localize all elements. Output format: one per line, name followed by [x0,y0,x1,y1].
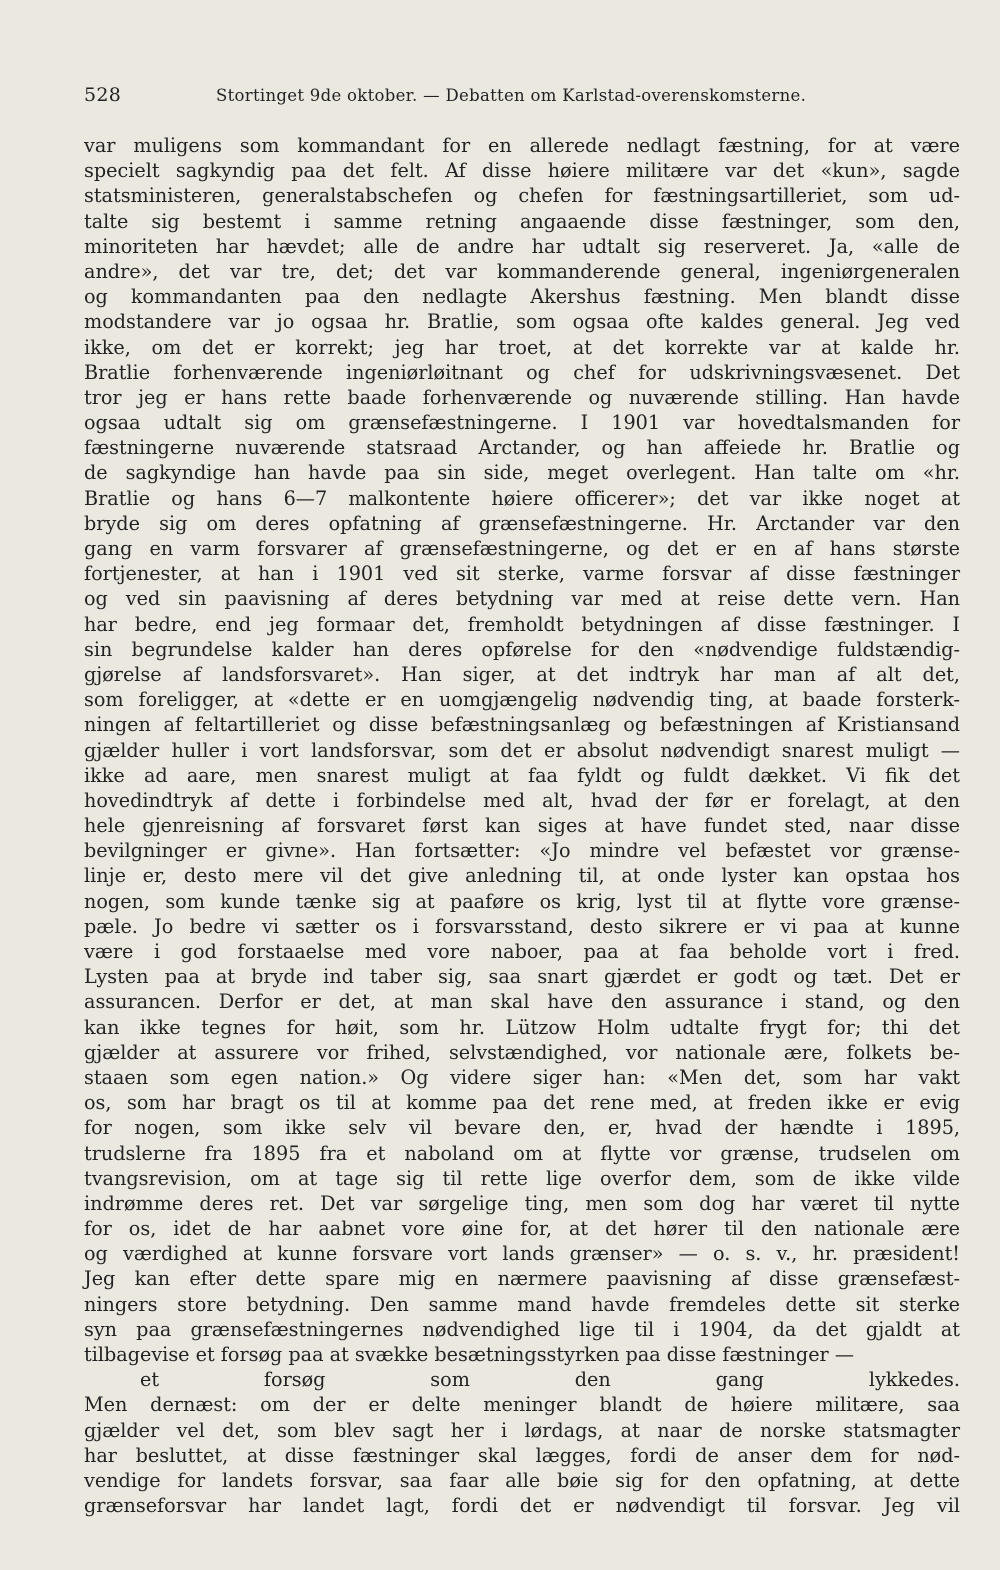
text-line: fæstningerne nuværende statsraad Arctander, og han affeiede hr. Bratlie og [84,436,960,460]
text-line: staaen som egen nation.» Og videre siger han: «Men det, som har vakt [84,1065,960,1089]
text-line: gjælder huller i vort landsforsvar, som det er absolut nødvendigt snarest muligt — [84,738,960,762]
text-line: de sagkyndige han havde paa sin side, meget overlegent. Han talte om «hr. [84,461,960,485]
text-line: har bedre, end jeg formaar det, fremholdt betydningen af disse fæstninger. I [84,612,960,636]
text-line: Men dernæst: om der er delte meninger blandt de høiere militære, saa [84,1393,960,1417]
text-line: trudslerne fra 1895 fra et naboland om at flytte vor grænse, trudselen om [84,1141,960,1165]
text-line: kan ikke tegnes for høit, som hr. Lützow Holm udtalte frygt for; thi det [84,1015,960,1039]
text-line: Bratlie og hans 6—7 malkontente høiere officerer»; det var ikke noget at [84,486,960,510]
running-head-title: Stortinget 9de oktober. — Debatten om Karlstad-overenskomsterne. [216,86,807,105]
text-line: os, som har bragt os til at komme paa det rene med, at freden ikke er evig [84,1091,960,1115]
running-head [84,84,962,114]
text-line: var muligens som kommandant for en allerede nedlagt fæstning, for at være [84,134,960,157]
text-line: assurancen. Derfor er det, at man skal have den assurance i stand, og den [84,990,960,1014]
text-line: gjælder vel det, som blev sagt her i lørdags, at naar de norske statsmagter [84,1418,960,1442]
text-line: som foreligger, at «dette er en uomgjængelig nødvendig ting, at baade forsterk- [84,688,960,712]
text-line: hele gjenreisning af forsvaret først kan siges at have fundet sted, naar disse [84,814,960,838]
text-line: ogsaa udtalt sig om grænsefæstningerne. I 1901 var hovedtalsmanden for [84,411,960,435]
text-line: Lysten paa at bryde ind taber sig, saa snart gjærdet er godt og tæt. Det er [84,965,960,989]
text-line: for nogen, som ikke selv vil bevare den, er, hvad der hændte i 1895, [84,1116,960,1140]
text-line: specielt sagkyndig paa det felt. Af disse høiere militære var det «kun», sagde [84,159,960,183]
text-line: bryde sig om deres opfatning af grænsefæstningerne. Hr. Arctander var den [84,511,960,535]
text-line: ikke ad aare, men snarest muligt at faa fyldt og fuldt dækket. Vi fik det [84,763,960,787]
text-line: talte sig bestemt i samme retning angaaende disse fæstninger, som den, [84,209,960,233]
text-line: linje er, desto mere vil det give anledning til, at onde lyster kan opstaa hos [84,864,960,888]
body-text [84,133,960,1518]
text-line: et forsøg som den gang lykkedes. [140,1368,960,1392]
text-line: gjælder at assurere vor frihed, selvstændighed, vor nationale ære, folkets be- [84,1040,960,1064]
text-line: vendige for landets forsvar, saa faar alle bøie sig for den opfatning, at dette [84,1468,960,1492]
text-line: modstandere var jo ogsaa hr. Bratlie, som ogsaa ofte kaldes general. Jeg ved [84,310,960,334]
text-line: tilbagevise et forsøg paa at svække besætningsstyrken paa disse fæstninger — [84,1343,855,1366]
text-line: ningers store betydning. Den samme mand havde fremdeles dette sit sterke [84,1292,960,1316]
text-line: nogen, som kunde tænke sig at paaføre os krig, lyst til at flytte vore grænse- [84,889,960,913]
text-line: hovedindtryk af dette i forbindelse med alt, hvad der før er forelagt, at den [84,788,960,812]
text-line: tror jeg er hans rette baade forhenværende og nuværende stilling. Han havde [84,385,960,409]
text-line: minoriteten har hævdet; alle de andre har udtalt sig reserveret. Ja, «alle de [84,234,960,258]
text-line: ningen af feltartilleriet og disse befæstningsanlæg og befæstningen af Kristiansand [84,713,960,737]
text-line: tvangsrevision, om at tage sig til rette lige overfor dem, som de ikke vilde [84,1166,960,1190]
text-line: andre», det var tre, det; det var kommanderende general, ingeniørgeneralen [84,259,960,283]
text-line: fortjenester, at han i 1901 ved sit sterke, varme forsvar af disse fæstninger [84,562,960,586]
text-line: og værdighed at kunne forsvare vort lands grænser» — o. s. v., hr. præsident! [84,1242,960,1266]
text-line: være i god forstaaelse med vore naboer, paa at faa beholde vort i fred. [84,940,960,963]
text-line: Jeg kan efter dette spare mig en nærmere paavisning af disse grænsefæst- [84,1267,960,1291]
text-line: statsministeren, generalstabschefen og chefen for fæstningsartilleriet, som ud- [84,184,960,208]
text-line: indrømme deres ret. Det var sørgelige ting, men som dog har været til nytte [84,1191,960,1215]
text-line: Bratlie forhenværende ingeniørløitnant og chef for udskrivningsvæsenet. Det [84,360,960,384]
text-line: bevilgninger er givne». Han fortsætter: «Jo mindre vel befæstet vor grænse- [84,839,960,863]
text-line: ikke, om det er korrekt; jeg har troet, at det korrekte var at kalde hr. [84,335,960,359]
text-line: pæle. Jo bedre vi sætter os i forsvarsstand, desto sikrere er vi paa at kunne [84,914,960,938]
text-line: for os, idet de har aabnet vore øine for, at det hører til den nationale ære [84,1217,960,1241]
text-line: sin begrundelse kalder han deres opførelse for den «nødvendige fuldstændig- [84,637,960,661]
page-number: 528 [84,84,122,106]
text-line: og ved sin paavisning af deres betydning var med at reise dette vern. Han [84,587,960,611]
text-line: har besluttet, at disse fæstninger skal lægges, fordi de anser dem for nød- [84,1443,960,1467]
text-line: grænseforsvar har landet lagt, fordi det er nødvendigt til forsvar. Jeg vil [84,1494,960,1518]
text-line: gang en varm forsvarer af grænsefæstningerne, og det er en af hans største [84,537,960,560]
text-line: gjørelse af landsforsvaret». Han siger, at det indtryk har man af alt det, [84,662,960,686]
text-line: syn paa grænsefæstningernes nødvendighed lige til i 1904, da det gjaldt at [84,1317,960,1341]
text-line: og kommandanten paa den nedlagte Akershus fæstning. Men blandt disse [84,285,960,309]
